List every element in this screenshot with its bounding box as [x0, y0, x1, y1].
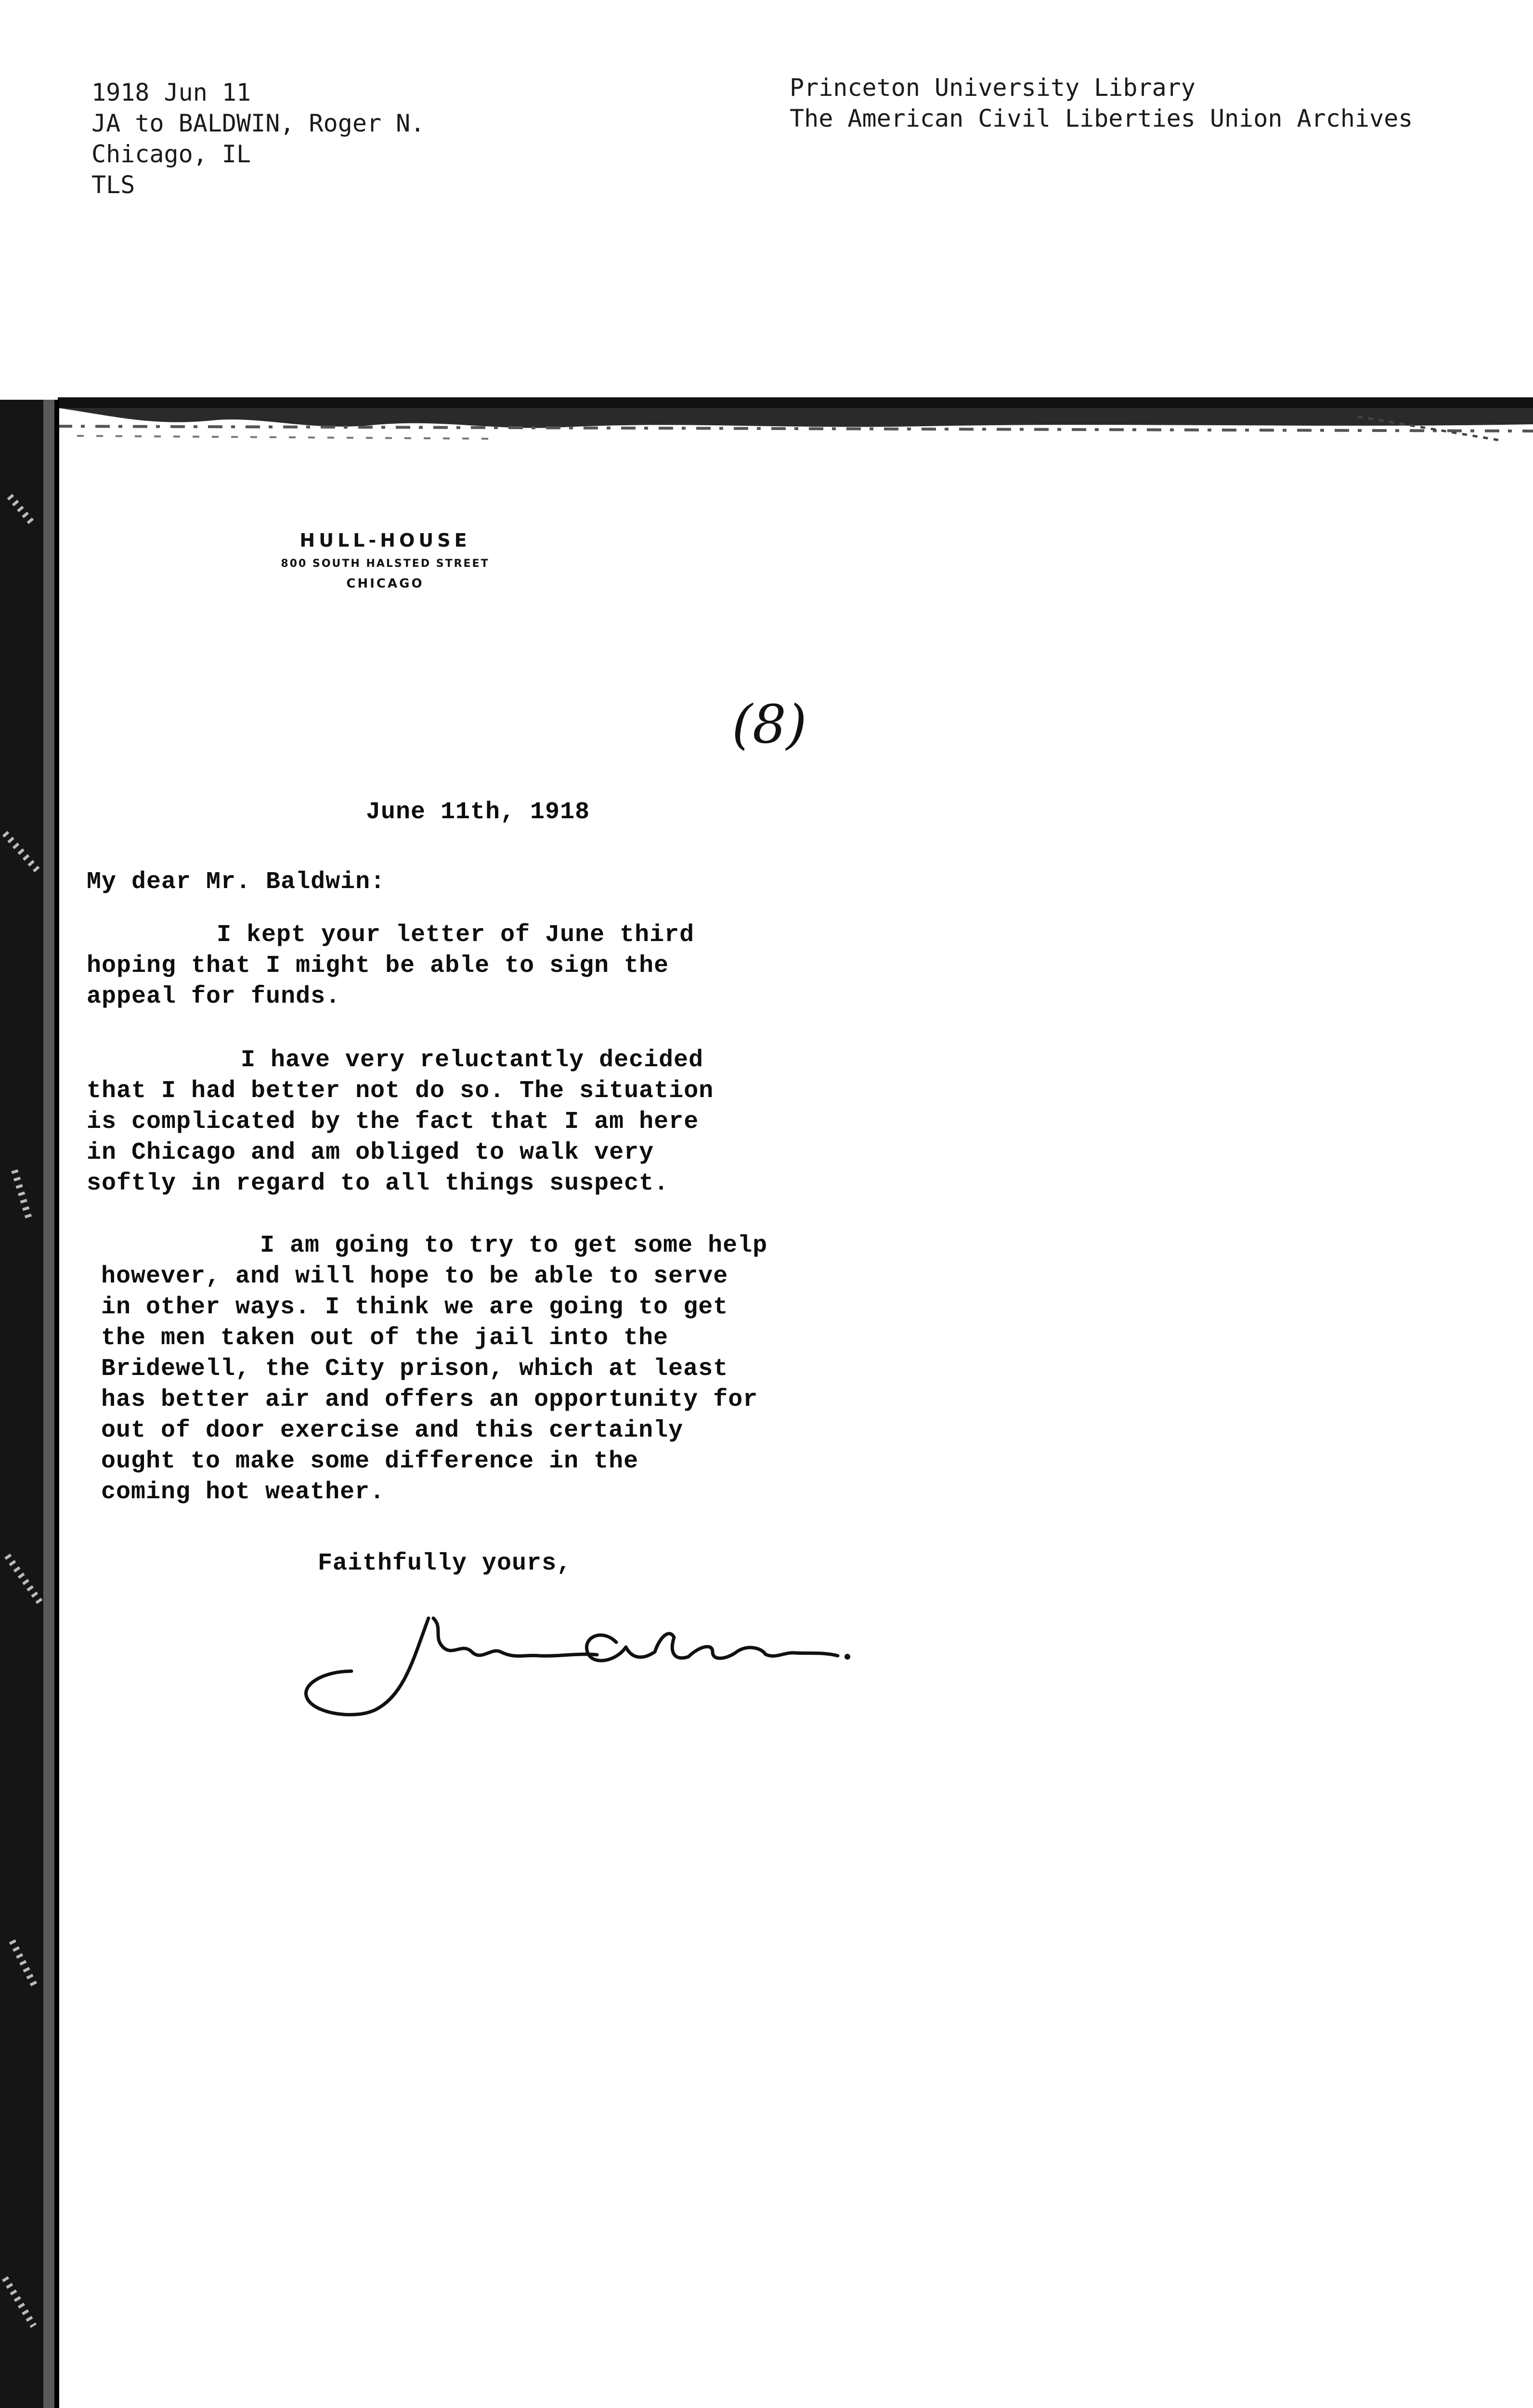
letterhead-name: HULL-HOUSE [299, 530, 471, 551]
paragraph-line: has better air and offers an opportunity for [101, 1386, 758, 1413]
citation-date: 1918 Jun 11 [91, 79, 251, 106]
paragraph-line: that I had better not do so. The situation [87, 1077, 714, 1105]
archive-source [790, 72, 1413, 134]
letter-salutation: My dear Mr. Baldwin: [87, 868, 386, 896]
paragraph-3 [87, 1230, 767, 1508]
paragraph-line: however, and will hope to be able to serve [101, 1263, 728, 1290]
paragraph-line: is complicated by the fact that I am here [87, 1108, 699, 1136]
paragraph-line: Bridewell, the City prison, which at least [101, 1355, 728, 1383]
paragraph-line: I am going to try to get some help [260, 1232, 768, 1259]
scan-top-edge [58, 397, 1533, 450]
letterhead-street: 800 SOUTH HALSTED STREET [281, 558, 490, 570]
scan-left-edge [0, 400, 67, 2408]
letter-date: June 11th, 1918 [366, 798, 590, 826]
paragraph-2 [87, 1045, 714, 1199]
letterhead-city: CHICAGO [346, 576, 424, 591]
paragraph-line: I have very reluctantly decided [241, 1047, 704, 1074]
paragraph-line: in other ways. I think we are going to get [101, 1294, 728, 1321]
paragraph-line: out of door exercise and this certainly [101, 1417, 684, 1444]
letter-closing: Faithfully yours, [318, 1550, 572, 1577]
source-collection: The American Civil Liberties Union Archives [790, 105, 1413, 132]
paragraph-line: appeal for funds. [87, 983, 341, 1010]
paragraph-line: softly in regard to all things suspect. [87, 1170, 669, 1197]
handwritten-signature [289, 1599, 867, 1724]
paragraph-line: hoping that I might be able to sign the [87, 952, 669, 980]
letterhead [250, 530, 520, 591]
paragraph-line: ought to make some difference in the [101, 1448, 639, 1475]
citation-type: TLS [91, 171, 135, 199]
source-library: Princeton University Library [790, 74, 1195, 102]
paragraph-line: coming hot weather. [101, 1479, 385, 1506]
handwritten-file-number: (8) [732, 694, 807, 755]
paragraph-line: I kept your letter of June third [217, 921, 695, 949]
citation-place: Chicago, IL [91, 140, 251, 168]
paragraph-line: in Chicago and am obliged to walk very [87, 1139, 654, 1166]
paragraph-1 [87, 920, 694, 1012]
citation-correspondents: JA to BALDWIN, Roger N. [91, 109, 425, 137]
archive-citation [91, 77, 425, 200]
paragraph-line: the men taken out of the jail into the [101, 1324, 669, 1352]
